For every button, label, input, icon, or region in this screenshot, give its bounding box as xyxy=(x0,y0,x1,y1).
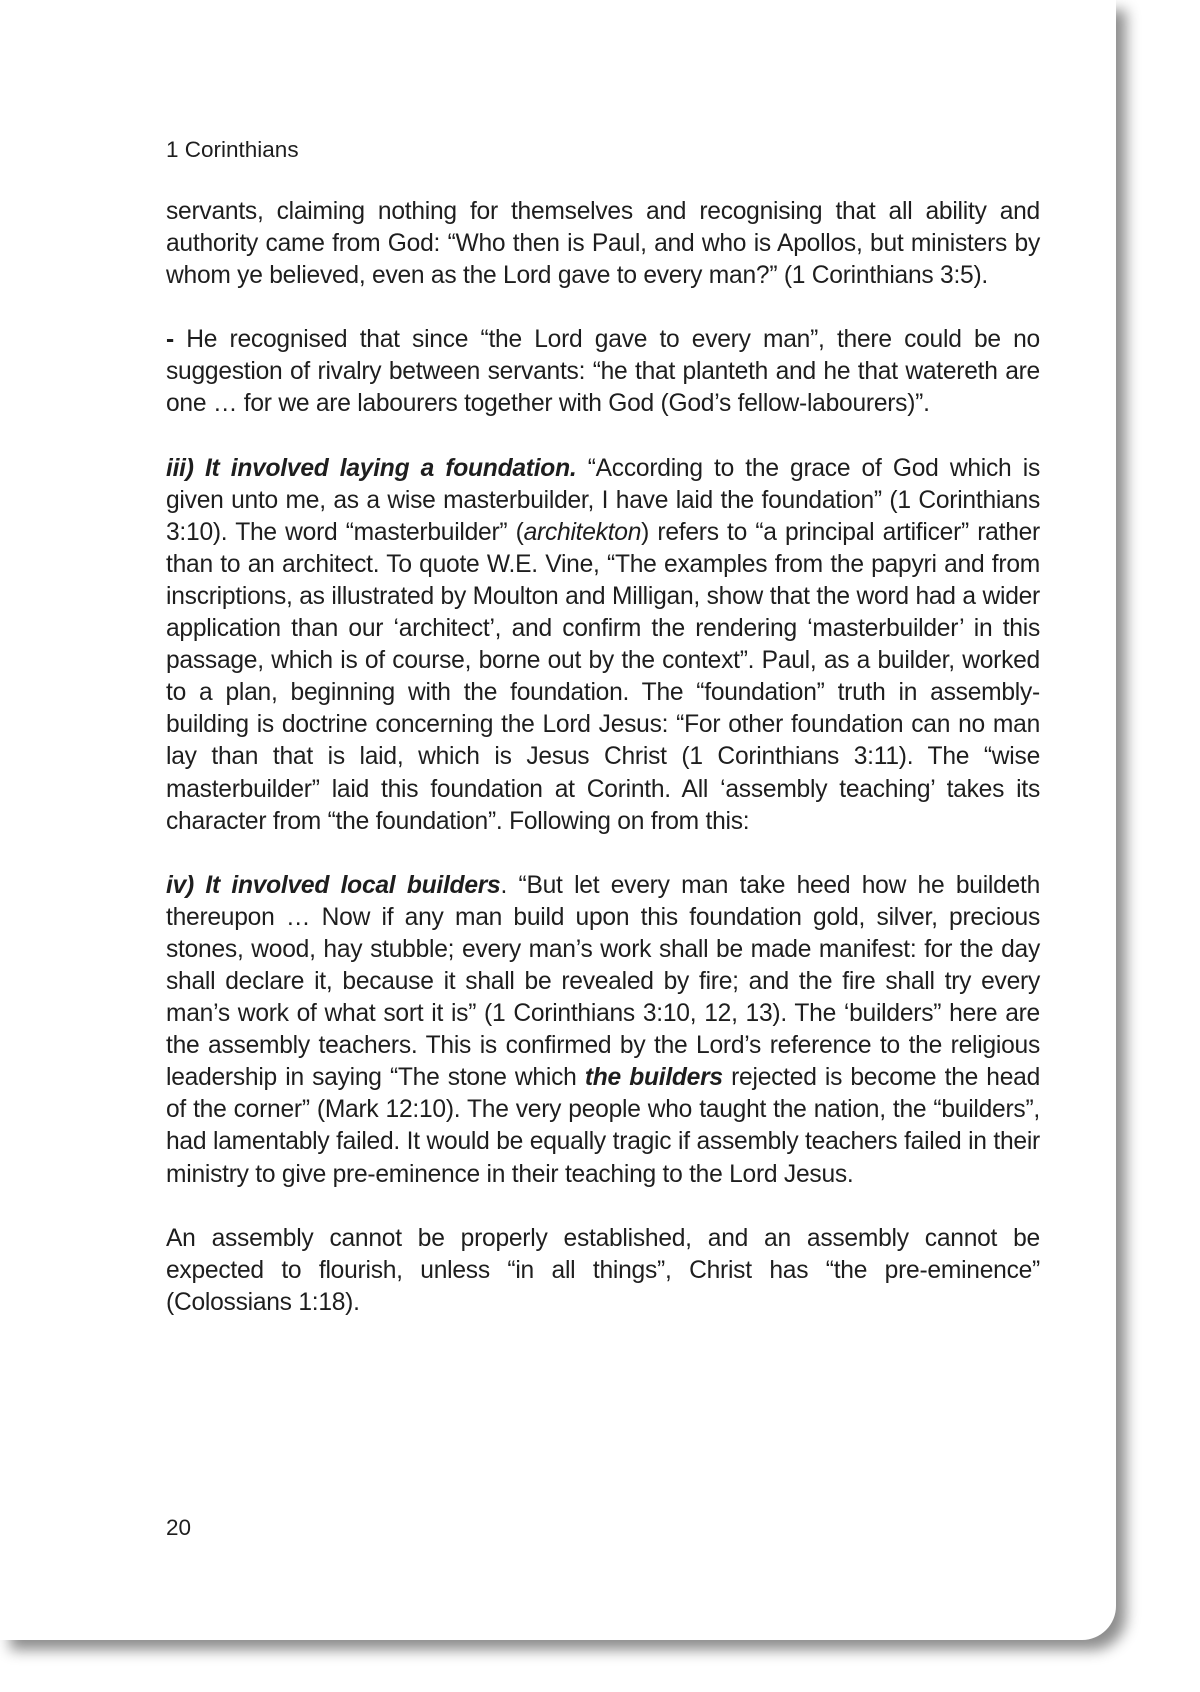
body-text xyxy=(166,196,1040,1351)
paragraph-text: “According to the grace of God which is given unto me, as a wise masterbuilder, I have laid the foundation” (1 Corinthians 3:10). The word “masterbuilder” ( xyxy=(166,454,1040,546)
emphasis-text: the builders xyxy=(584,1064,723,1092)
paragraph-local-builders xyxy=(166,870,1040,1191)
paragraph-foundation xyxy=(166,453,1040,838)
paragraph-text: He recognised that since “the Lord gave to every man”, there could be no suggestion of rivalry between servants: “he that planteth and he that watereth are one … for we are labourers together with God (God’s fellow-labourers)”. xyxy=(166,326,1040,418)
paragraph-text: An assembly cannot be properly established, and an assembly cannot be expected to flourish, unless “in all things”, Christ has “the pre-eminence” (Colossians 1:18). xyxy=(166,1224,1040,1316)
paragraph-conclusion xyxy=(166,1223,1040,1319)
greek-term: architekton xyxy=(523,518,642,546)
section-heading-foundation: iii) It involved laying a foundation. xyxy=(166,454,577,482)
section-heading-builders: iv) It involved local builders xyxy=(166,871,501,899)
paragraph-servants xyxy=(166,196,1040,292)
paragraph-rivalry xyxy=(166,324,1040,420)
running-head: 1 Corinthians xyxy=(166,137,299,162)
bullet-dash: - xyxy=(166,326,174,354)
paragraph-text: servants, claiming nothing for themselves and recognising that all ability and authority came from God: “Who then is Paul, and who is Apollos, but ministers by whom ye believed, even as the Lord gave to every man?” (1 Corinthians 3:5). xyxy=(166,198,1040,290)
paragraph-text: rejected is become the head of the corner” (Mark 12:10). The very people who taught the nation, the “builders”, had lamentably failed. It would be equally tragic if assembly teachers failed in their ministry to give pre-eminence in their teaching to the Lord Jesus. xyxy=(166,1064,1041,1188)
paragraph-text: ) refers to “a principal artificer” rather than to an architect. To quote W.E. Vine, “The examples from the papyri and from inscriptions, as illustrated by Moulton and Milligan, show that the word had a wider application than our ‘architect’, and confirm the rendering ‘masterbuilder’ in this passage, which is of course, borne out by the context”. Paul, as a builder, worked to a plan, beginning with the foundation. The “foundation” truth in assembly-building is doctrine concerning the Lord Jesus: “For other foundation can no man lay than that is laid, which is Jesus Christ (1 Corinthians 3:11). The “wise masterbuilder” laid this foundation at Corinth. All ‘assembly teaching’ takes its character from “the foundation”. Following on from this: xyxy=(166,518,1040,835)
page-number: 20 xyxy=(166,1515,192,1540)
paragraph-text: . “But let every man take heed how he buildeth thereupon … Now if any man build upon this foundation gold, silver, precious stones, wood, hay stubble; every man’s work shall be made manifest: for the day shall declare it, because it shall be revealed by fire; and the fire shall try every man’s work of what sort it is” (1 Corinthians 3:10, 12, 13). The ‘builders” here are the assembly teachers. This is confirmed by the Lord’s reference to the religious leadership in saying “The stone which xyxy=(166,871,1040,1092)
